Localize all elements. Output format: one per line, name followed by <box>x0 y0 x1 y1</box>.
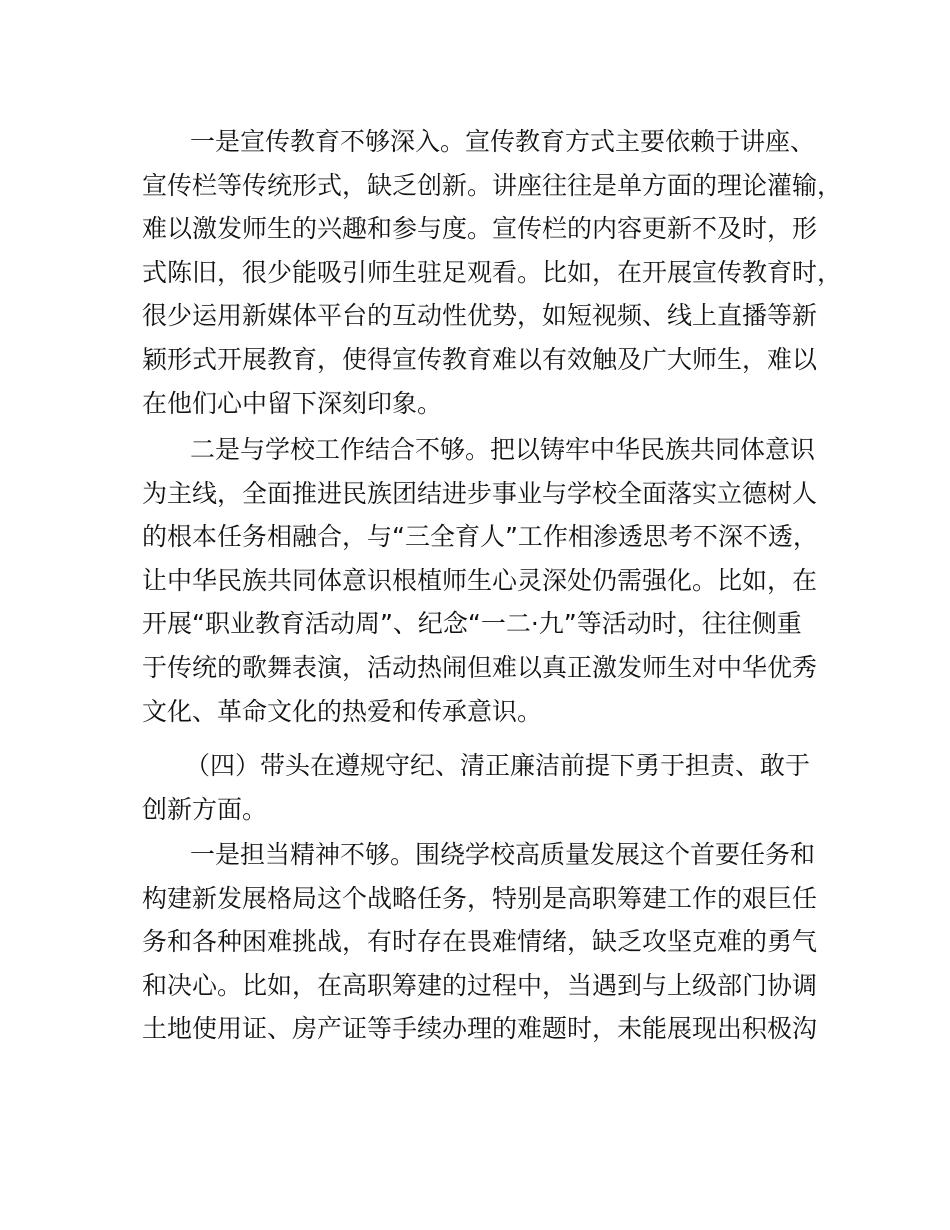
text-line: 在他们心中留下深刻印象。 <box>142 388 443 418</box>
paragraph-publicity-education <box>142 120 842 425</box>
text-line: 一是宣传教育不够深入。宣传教育方式主要依赖于讲座、 <box>190 127 816 156</box>
paragraph-school-integration <box>142 428 842 733</box>
section-heading-line: 创新方面。 <box>142 794 268 824</box>
text-line: 于传统的歌舞表演，活动热闹但难以真正激发师生对中华优秀 <box>142 652 818 682</box>
section-heading-four <box>142 744 842 831</box>
text-line: 让中华民族共同体意识根植师生心灵深处仍需强化。比如，在 <box>142 565 818 595</box>
text-line: 一是担当精神不够。围绕学校高质量发展这个首要任务和 <box>190 840 816 869</box>
section-heading-line: （四）带头在遵规守纪、清正廉洁前提下勇于担责、敢于 <box>185 751 811 780</box>
text-line: 式陈旧，很少能吸引师生驻足观看。比如，在开展宣传教育时， <box>142 257 843 287</box>
paragraph-responsibility <box>142 833 842 1051</box>
text-line: 宣传栏等传统形式，缺乏创新。讲座往往是单方面的理论灌输， <box>142 170 843 200</box>
text-line: 和决心。比如，在高职筹建的过程中，当遇到与上级部门协调 <box>142 970 818 1000</box>
text-line: 颖形式开展教育，使得宣传教育难以有效触及广大师生，难以 <box>142 344 818 374</box>
text-line: 构建新发展格局这个战略任务，特别是高职筹建工作的艰巨任 <box>142 883 818 913</box>
text-line: 的根本任务相融合，与“三全育人”工作相渗透思考不深不透， <box>142 522 818 552</box>
text-line: 为主线，全面推进民族团结进步事业与学校全面落实立德树人 <box>142 478 818 508</box>
text-line: 二是与学校工作结合不够。把以铸牢中华民族共同体意识 <box>190 435 816 464</box>
text-line: 务和各种困难挑战，有时存在畏难情绪，缺乏攻坚克难的勇气 <box>142 927 818 957</box>
text-line: 难以激发师生的兴趣和参与度。宣传栏的内容更新不及时，形 <box>142 214 818 244</box>
text-line: 文化、革命文化的热爱和传承意识。 <box>142 696 543 726</box>
text-line: 很少运用新媒体平台的互动性优势，如短视频、线上直播等新 <box>142 301 818 331</box>
text-line: 开展“职业教育活动周”、纪念“一二·九”等活动时，往往侧重 <box>142 609 802 639</box>
text-line: 土地使用证、房产证等手续办理的难题时，未能展现出积极沟 <box>142 1014 818 1044</box>
